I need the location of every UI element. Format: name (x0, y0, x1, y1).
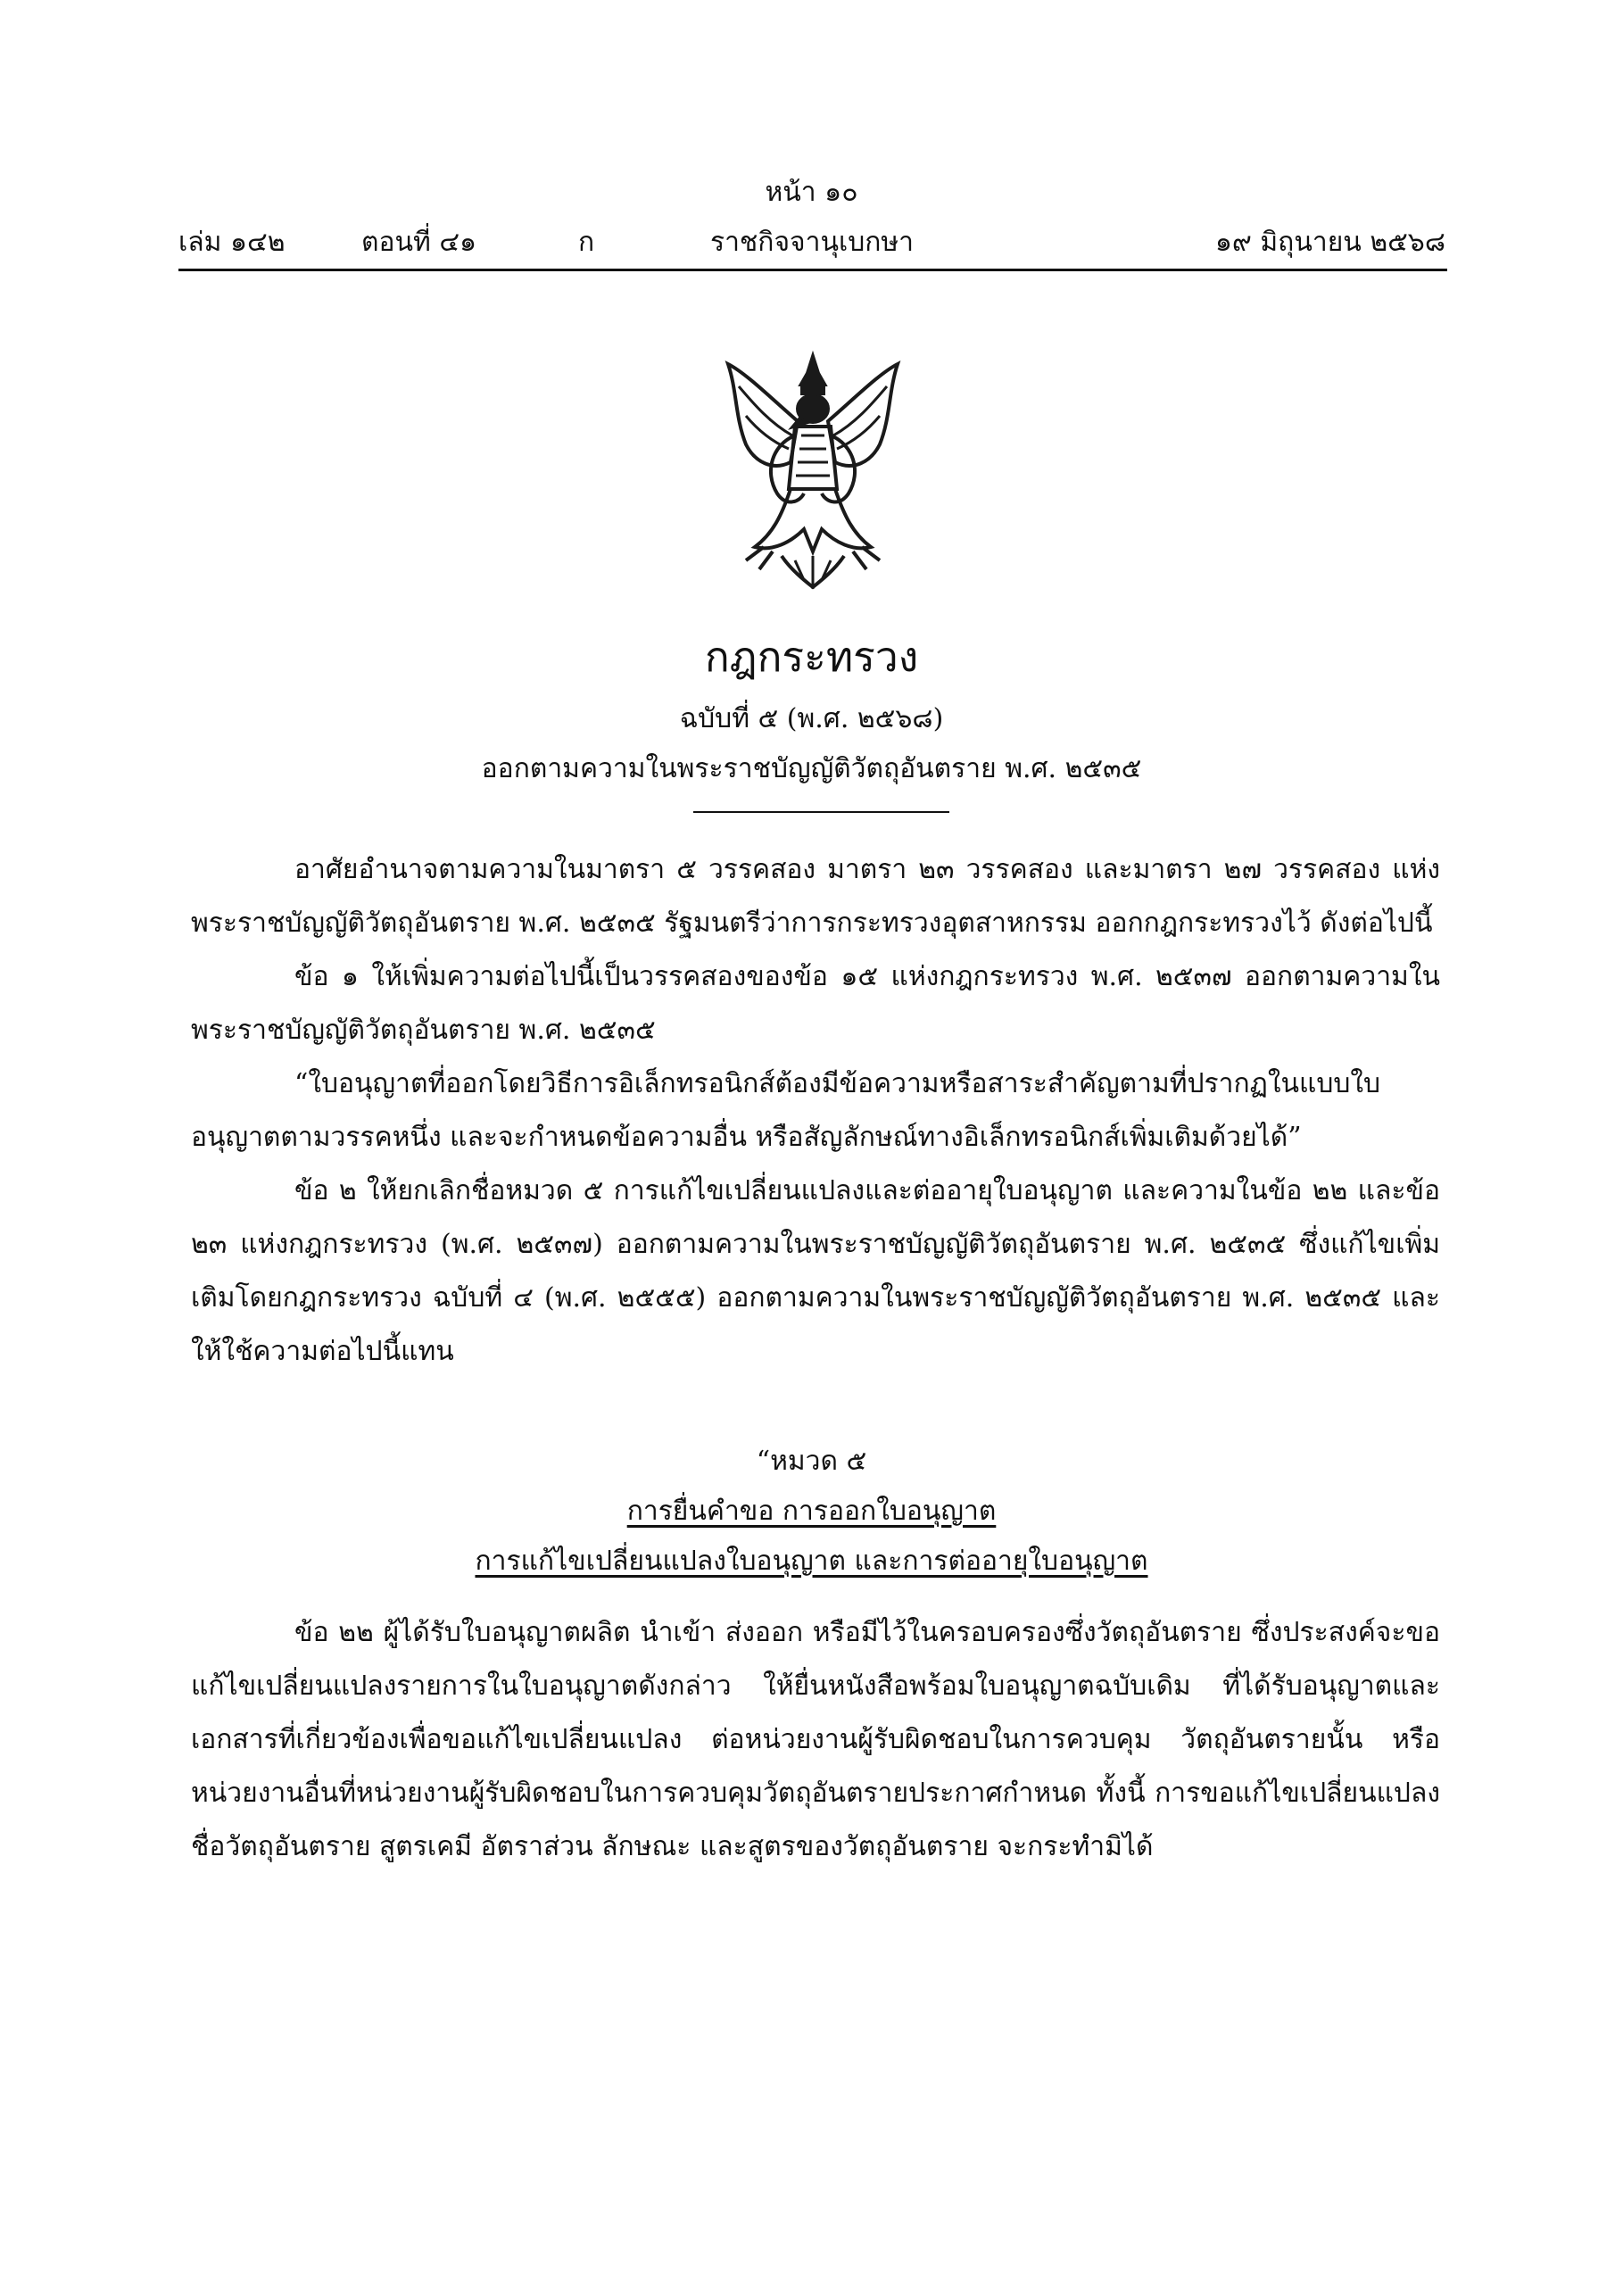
volume-number: เล่ม ๑๔๒ (178, 227, 286, 258)
preamble-paragraph: อาศัยอำนาจตามความในมาตรา ๕ วรรคสอง มาตรา ๒๓ วรรคสอง และมาตรา ๒๗ วรรคสอง แห่งพระราชบัญญัติวัตถุอันตราย พ.ศ. ๒๕๓๕ รัฐมนตรีว่าการกระทรวงอุตสาหกรรม ออกกฎกระทรวงไว้ ดังต่อไปนี้ (191, 854, 1440, 939)
body-part-2 (191, 1606, 1440, 1874)
clause-2: ข้อ ๒ ให้ยกเลิกชื่อหมวด ๕ การแก้ไขเปลี่ยนแปลงและต่ออายุใบอนุญาต และความในข้อ ๒๒ และข้อ ๒๓ แห่งกฎกระทรวง (พ.ศ. ๒๕๓๗) ออกตามความในพระราชบัญญัติวัตถุอันตราย พ.ศ. ๒๕๓๕ ซึ่งแก้ไขเพิ่มเติมโดยกฎกระทรวง ฉบับที่ ๔ (พ.ศ. ๒๕๕๕) ออกตามความในพระราชบัญญัติวัตถุอันตราย พ.ศ. ๒๕๓๕ และให้ใช้ความต่อไปนี้แทน (191, 1175, 1440, 1367)
issued-under-act: ออกตามความในพระราชบัญญัติวัตถุอันตราย พ.ศ. ๒๕๓๕ (481, 753, 1142, 784)
document-title: กฎกระทรวง (704, 633, 919, 681)
issue-number: ตอนที่ ๔๑ (361, 227, 477, 258)
gazette-header (178, 221, 1445, 266)
chapter-title-line-2: การแก้ไขเปลี่ยนแปลงใบอนุญาต และการต่ออายุใบอนุญาต (475, 1546, 1148, 1577)
chapter-number: “หมวด ๕ (756, 1446, 867, 1477)
chapter-title-line-1: การยื่นคำขอ การออกใบอนุญาต (626, 1496, 997, 1527)
clause-22: ข้อ ๒๒ ผู้ได้รับใบอนุญาตผลิต นำเข้า ส่งออก หรือมีไว้ในครอบครองซึ่งวัตถุอันตราย ซึ่งประสงค์จะขอแก้ไขเปลี่ยนแปลงรายการในใบอนุญาตดังกล่าว ให้ยื่นหนังสือพร้อมใบอนุญาตฉบับเดิม ที่ได้รับอนุญาตและเอกสารที่เกี่ยวข้องเพื่อขอแก้ไขเปลี่ยนแปลง ต่อหน่วยงานผู้รับผิดชอบในการควบคุม วัตถุอันตรายนั้น หรือหน่วยงานอื่นที่หน่วยงานผู้รับผิดชอบในการควบคุมวัตถุอันตรายประกาศกำหนด ทั้งนี้ การขอแก้ไขเปลี่ยนแปลงชื่อวัตถุอันตราย สูตรเคมี อัตราส่วน ลักษณะ และสูตรของวัตถุอันตราย จะกระทำมิได้ (191, 1617, 1440, 1862)
clause-1: ข้อ ๑ ให้เพิ่มความต่อไปนี้เป็นวรรคสองของข้อ ๑๕ แห่งกฎกระทรวง พ.ศ. ๒๕๓๗ ออกตามความในพระราชบัญญัติวัตถุอันตราย พ.ศ. ๒๕๓๕ (191, 961, 1440, 1046)
body-part-1 (191, 843, 1440, 1379)
garuda-emblem-icon (719, 346, 907, 596)
title-divider (693, 811, 949, 813)
chapter-heading-block (0, 1437, 1623, 1587)
clause-1-quote: “ใบอนุญาตที่ออกโดยวิธีการอิเล็กทรอนิกส์ต้องมีข้อความหรือสาระสำคัญตามที่ปรากฏในแบบใบอนุญาตตามวรรคหนึ่ง และจะกำหนดข้อความอื่น หรือสัญลักษณ์ทางอิเล็กทรอนิกส์เพิ่มเติมด้วยได้” (191, 1068, 1381, 1153)
document-subtitle: ฉบับที่ ๕ (พ.ศ. ๒๕๖๘) (679, 703, 944, 734)
section-letter: ก (578, 227, 595, 258)
gazette-name: ราชกิจจานุเบกษา (709, 227, 915, 258)
page-number: หน้า ๑๐ (765, 177, 858, 208)
publish-date: ๑๙ มิถุนายน ๒๕๖๘ (1214, 227, 1445, 258)
header-divider (178, 269, 1447, 271)
